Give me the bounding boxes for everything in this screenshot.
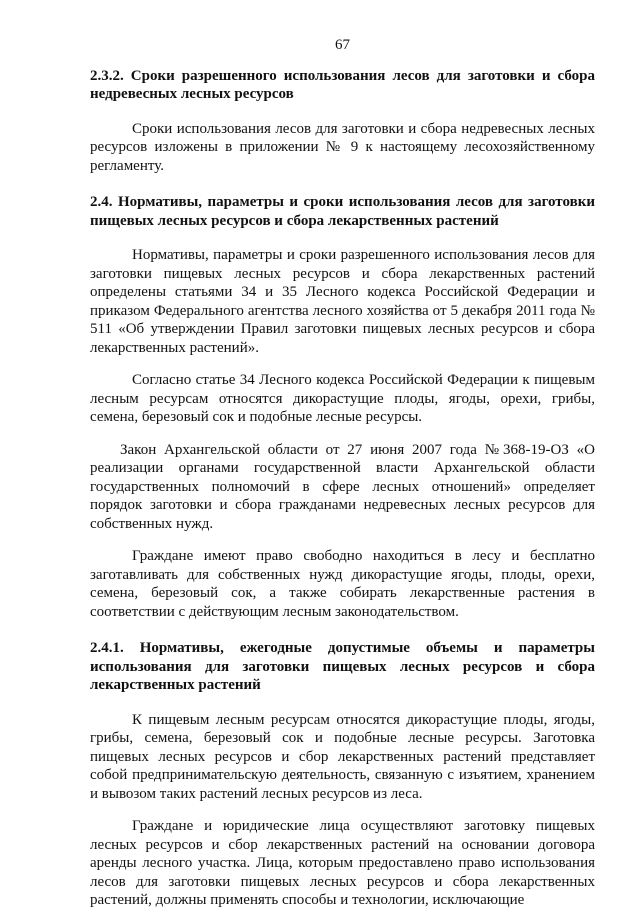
paragraph: Граждане имеют право свободно находиться в лесу и бесплатно заготавливать для собственных нужд дикорастущие ягоды, плоды, орехи, семена, березовый сок, а также собирать лекарственные растения в соответствии с действующим лесным законодательством.	[90, 548, 595, 620]
section-heading-2-3-2: 2.3.2. Сроки разрешенного использования лесов для заготовки и сбора недревесных лесных ресурсов	[90, 67, 595, 102]
paragraph: Закон Архангельской области от 27 июня 2007 года №368-19-ОЗ «О реализации органами государственной власти Архангельской области государственных полномочий в сфере лесных отношений» определяет порядок заготовки и сбора гражданами недревесных лесных ресурсов для собственных нужд.	[90, 441, 595, 532]
paragraph: К пищевым лесным ресурсам относятся дикорастущие плоды, ягоды, грибы, семена, березовый сок и подобные лесные ресурсы. Заготовка пищевых лесных ресурсов и сбор лекарственных растений представляет собой предпринимательскую деятельность, связанную с изъятием, хранением и вывозом таких растений лесных ресурсов из леса.	[90, 711, 595, 802]
section-heading-2-4: 2.4. Нормативы, параметры и сроки использования лесов для заготовки пищевых лесных ресурсов и сбора лекарственных растений	[90, 194, 595, 229]
section-heading-2-4-1: 2.4.1. Нормативы, ежегодные допустимые объемы и параметры использования для заготовки пищевых лесных ресурсов и сбора лекарственных растений	[90, 640, 595, 693]
paragraph: Граждане и юридические лица осуществляют заготовку пищевых лесных ресурсов и сбор лекарственных растений на основании договора аренды лесного участка. Лица, которым предоставлено право использования лесов для заготовки пищевых лесных ресурсов и сбора лекарственных растений, должны применять способы и технологии, исключающие	[90, 818, 595, 908]
paragraph: Нормативы, параметры и сроки разрешенного использования лесов для заготовки пищевых лесных ресурсов и сбора лекарственных растений определены статьями 34 и 35 Лесного кодекса Российской Федерации и приказом Федерального агентства лесного хозяйства от 5 декабря 2011 года № 511 «Об утверждении Правил заготовки пищевых лесных ресурсов и сбора лекарственных растений».	[90, 247, 595, 356]
document-page	[90, 36, 595, 924]
paragraph: Сроки использования лесов для заготовки и сбора недревесных лесных ресурсов изложены в приложении № 9 к настоящему лесохозяйственному регламенту.	[90, 120, 595, 174]
page-number: 67	[335, 37, 350, 53]
paragraph: Согласно статье 34 Лесного кодекса Российской Федерации к пищевым лесным ресурсам относятся дикорастущие плоды, ягоды, орехи, грибы, семена, березовый сок и подобные лесные ресурсы.	[90, 372, 595, 425]
